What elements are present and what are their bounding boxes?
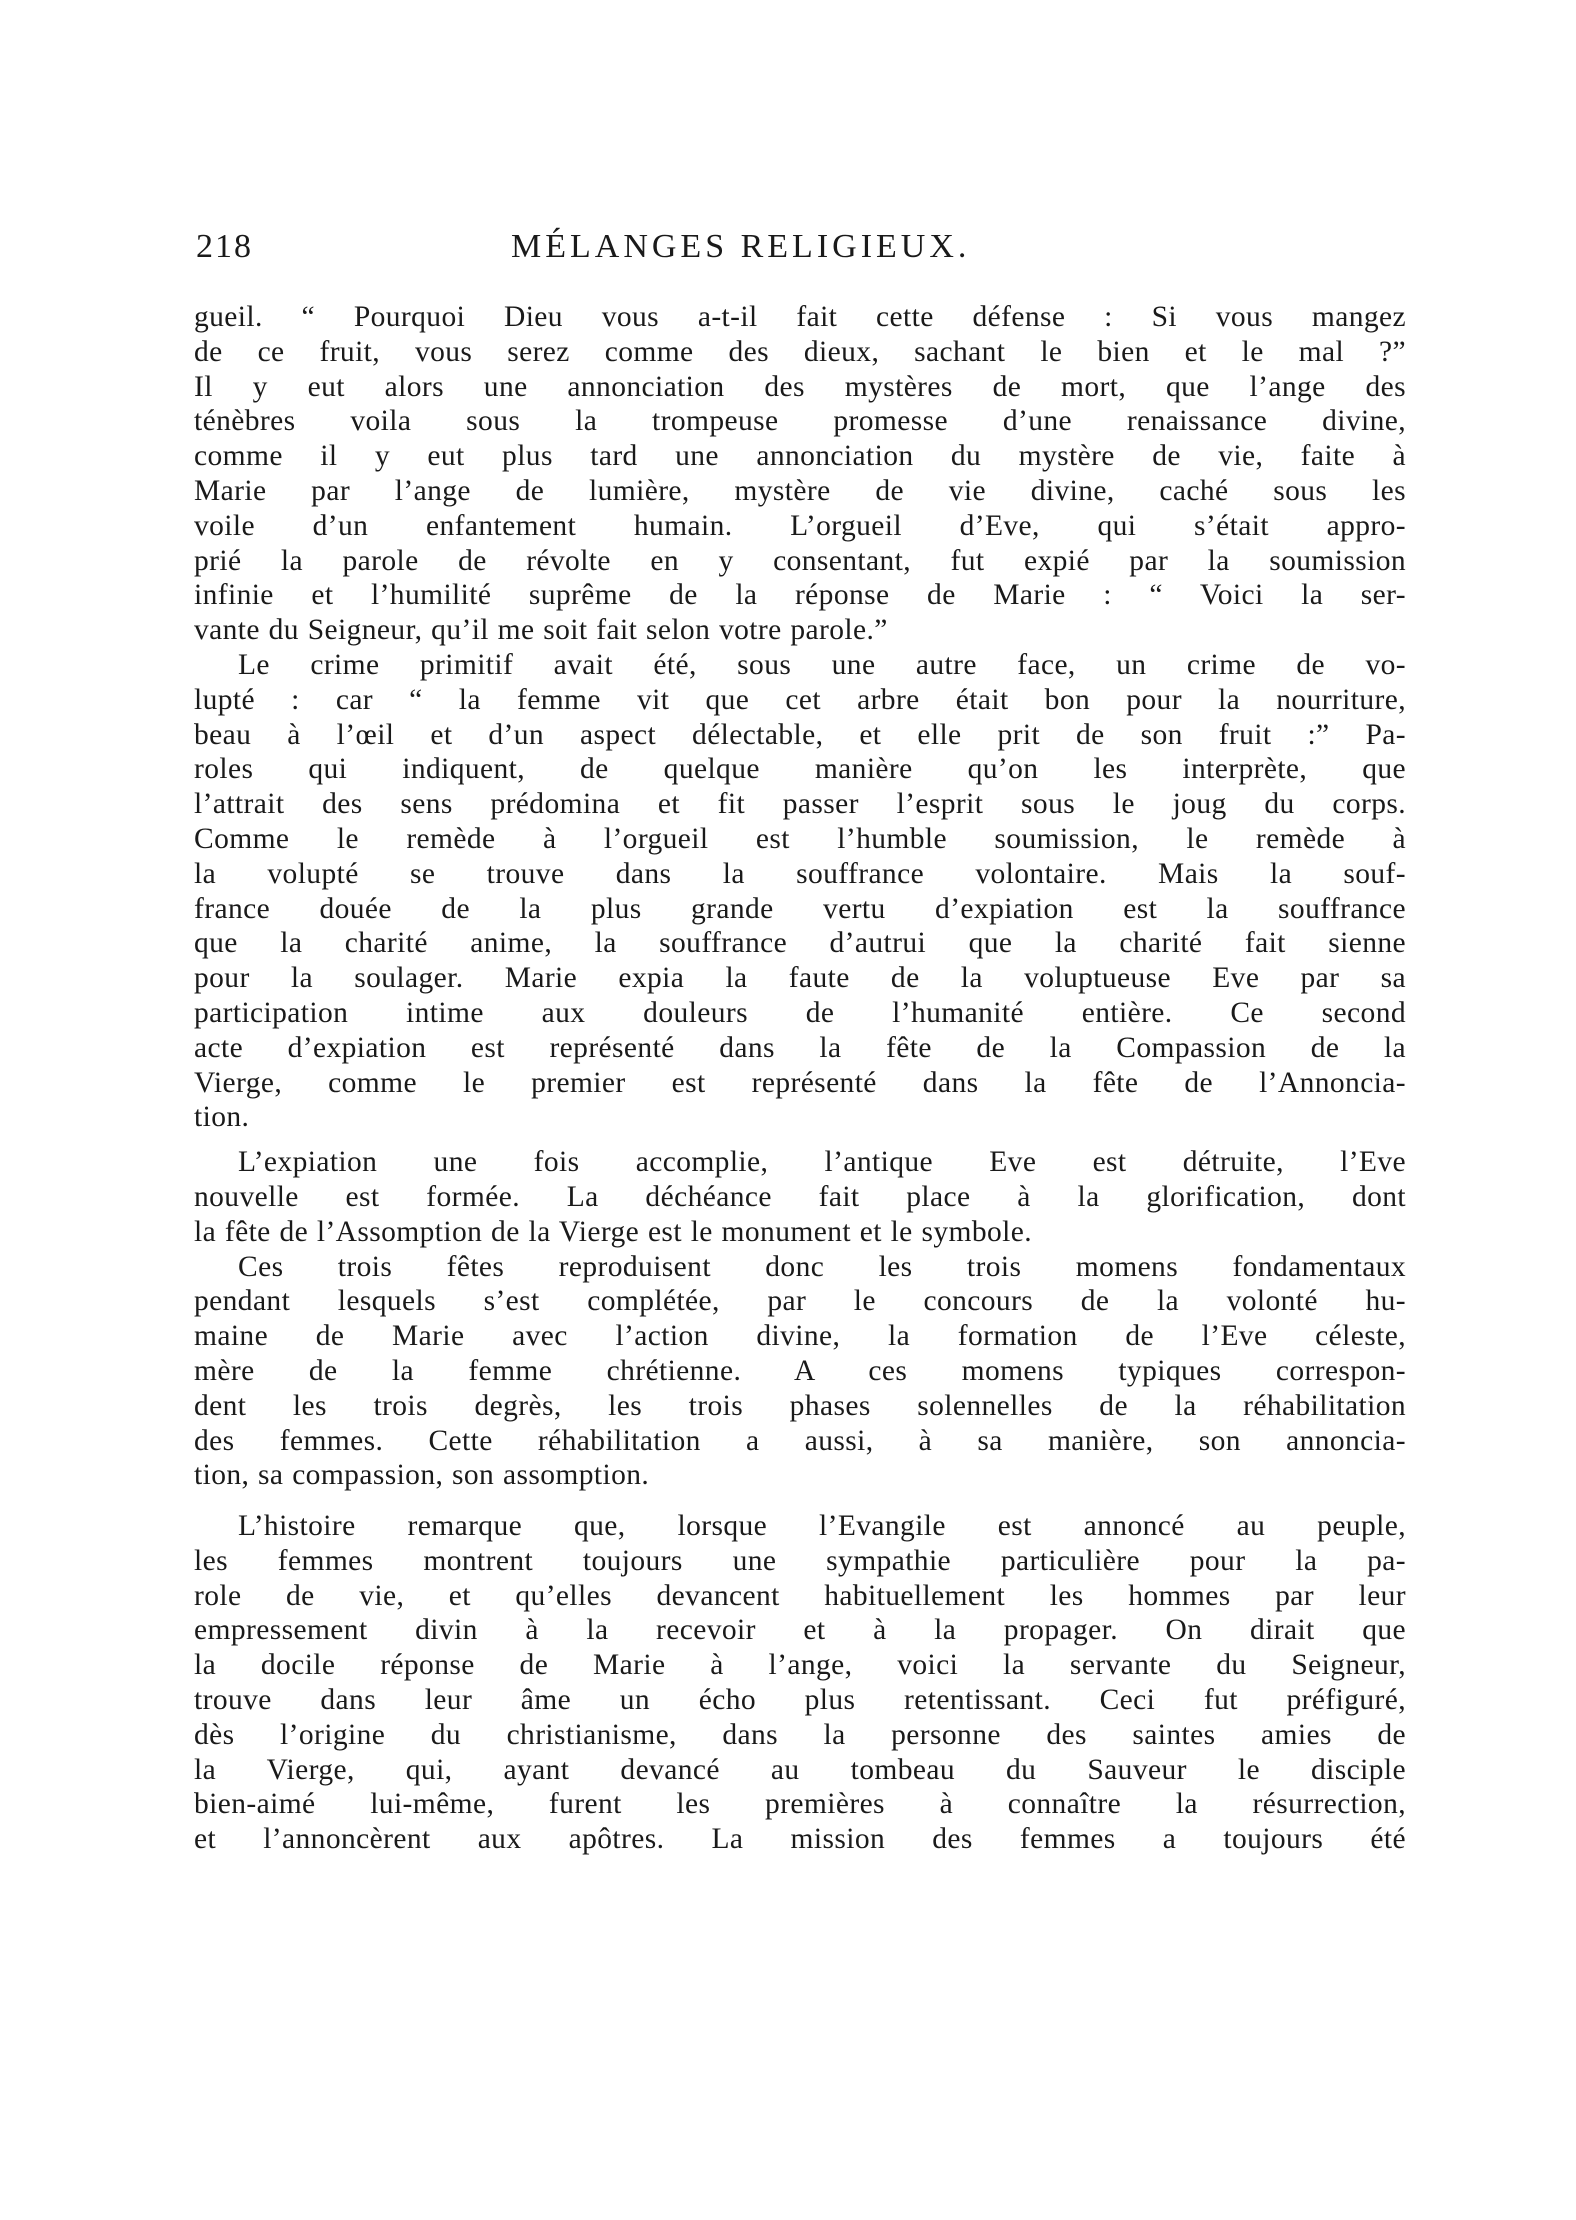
text-line: vante du Seigneur, qu’il me soit fait selon votre parole.” bbox=[194, 614, 888, 647]
paragraph bbox=[194, 648, 1406, 1135]
text-line: voile d’un enfantement humain. L’orgueil d’Eve, qui s’était appro- bbox=[194, 509, 1406, 542]
page-number: 218 bbox=[196, 228, 253, 265]
text-line: Il y eut alors une annonciation des mystères de mort, que l’ange des bbox=[194, 370, 1406, 403]
text-line: les femmes montrent toujours une sympathie particulière pour la pa- bbox=[194, 1544, 1406, 1577]
text-line: Comme le remède à l’orgueil est l’humble soumission, le remède à bbox=[194, 822, 1406, 855]
text-line: comme il y eut plus tard une annonciation du mystère de vie, faite à bbox=[194, 440, 1406, 473]
text-line: pour la soulager. Marie expia la faute de la voluptueuse Eve par sa bbox=[194, 962, 1406, 995]
paragraph bbox=[194, 1250, 1406, 1494]
text-line: pendant lesquels s’est complétée, par le concours de la volonté hu- bbox=[194, 1285, 1406, 1318]
text-line: ténèbres voila sous la trompeuse promesse d’une renaissance divine, bbox=[194, 405, 1406, 438]
text-line: des femmes. Cette réhabilitation a aussi, à sa manière, son annoncia- bbox=[194, 1424, 1406, 1457]
text-line: tion. bbox=[194, 1101, 250, 1134]
text-line: la volupté se trouve dans la souffrance volontaire. Mais la souf- bbox=[194, 857, 1406, 890]
text-line: nouvelle est formée. La déchéance fait place à la glorification, dont bbox=[194, 1180, 1406, 1213]
paragraph bbox=[194, 300, 1406, 648]
text-line: acte d’expiation est représenté dans la fête de la Compassion de la bbox=[194, 1031, 1406, 1064]
text-line: Vierge, comme le premier est représenté dans la fête de l’Annoncia- bbox=[194, 1066, 1406, 1099]
text-line: la docile réponse de Marie à l’ange, voici la servante du Seigneur, bbox=[194, 1649, 1406, 1682]
text-line: infinie et l’humilité suprême de la réponse de Marie : “ Voici la ser- bbox=[194, 579, 1406, 612]
text-line: maine de Marie avec l’action divine, la formation de l’Eve céleste, bbox=[194, 1320, 1406, 1353]
text-line: bien-aimé lui-même, furent les premières à connaître la résurrection, bbox=[194, 1788, 1406, 1821]
paragraph bbox=[194, 1145, 1406, 1249]
text-line: dent les trois degrès, les trois phases solennelles de la réhabilitation bbox=[194, 1389, 1406, 1422]
running-head: MÉLANGES RELIGIEUX. bbox=[511, 228, 971, 265]
text-line: L’expiation une fois accomplie, l’antique Eve est détruite, l’Eve bbox=[238, 1146, 1406, 1179]
text-line: la fête de l’Assomption de la Vierge est le monument et le symbole. bbox=[194, 1215, 1032, 1248]
text-line: l’attrait des sens prédomina et fit passer l’esprit sous le joug du corps. bbox=[194, 788, 1406, 821]
text-line: trouve dans leur âme un écho plus retentissant. Ceci fut préfiguré, bbox=[194, 1684, 1406, 1717]
text-line: mère de la femme chrétienne. A ces momens typiques correspon- bbox=[194, 1354, 1406, 1387]
text-line: Le crime primitif avait été, sous une autre face, un crime de vo- bbox=[238, 648, 1406, 681]
text-line: de ce fruit, vous serez comme des dieux, sachant le bien et le mal ?” bbox=[194, 335, 1406, 368]
text-line: empressement divin à la recevoir et à la propager. On dirait que bbox=[194, 1614, 1406, 1647]
text-line: participation intime aux douleurs de l’humanité entière. Ce second bbox=[194, 996, 1406, 1029]
text-line: Ces trois fêtes reproduisent donc les trois momens fondamentaux bbox=[238, 1250, 1406, 1283]
body-text bbox=[194, 300, 1406, 1857]
text-line: roles qui indiquent, de quelque manière qu’on les interprète, que bbox=[194, 753, 1406, 786]
page-header bbox=[196, 228, 1386, 278]
text-line: gueil. “ Pourquoi Dieu vous a-t-il fait cette défense : Si vous mangez bbox=[194, 301, 1406, 333]
text-line: france douée de la plus grande vertu d’expiation est la souffrance bbox=[194, 892, 1406, 925]
text-line: L’histoire remarque que, lorsque l’Evangile est annoncé au peuple, bbox=[238, 1510, 1406, 1543]
text-line: dès l’origine du christianisme, dans la personne des saintes amies de bbox=[194, 1718, 1406, 1751]
paragraph bbox=[194, 1509, 1406, 1857]
text-line: beau à l’œil et d’un aspect délectable, et elle prit de son fruit :” Pa- bbox=[194, 718, 1406, 751]
text-line: que la charité anime, la souffrance d’autrui que la charité fait sienne bbox=[194, 927, 1406, 960]
text-line: lupté : car “ la femme vit que cet arbre était bon pour la nourriture, bbox=[194, 683, 1406, 716]
text-line: tion, sa compassion, son assomption. bbox=[194, 1459, 650, 1492]
text-line: la Vierge, qui, ayant devancé au tombeau du Sauveur le disciple bbox=[194, 1753, 1406, 1786]
text-line: prié la parole de révolte en y consentant, fut expié par la soumission bbox=[194, 544, 1406, 577]
text-line: Marie par l’ange de lumière, mystère de vie divine, caché sous les bbox=[194, 474, 1406, 507]
text-line: role de vie, et qu’elles devancent habituellement les hommes par leur bbox=[194, 1579, 1406, 1612]
text-line: et l’annoncèrent aux apôtres. La mission des femmes a toujours été bbox=[194, 1823, 1406, 1856]
